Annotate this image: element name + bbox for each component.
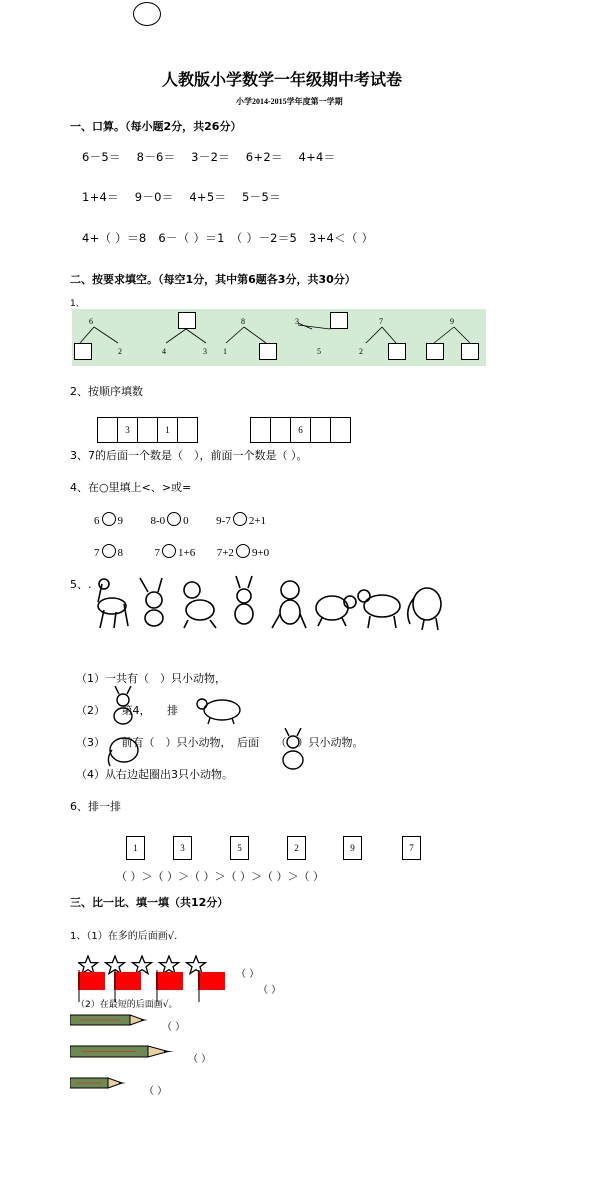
- inline-sheep-icon: [194, 694, 244, 726]
- compare-row-1: 6 9 8-0 0 9-7 2+1: [94, 512, 266, 527]
- seq2-cell[interactable]: [311, 418, 331, 442]
- decomp-6-left-box[interactable]: [426, 343, 444, 360]
- decomp-1-right: 2: [118, 347, 122, 356]
- flag-icon: [198, 970, 225, 1002]
- sort-number-box: 5: [230, 836, 249, 860]
- decomp-1-left-box[interactable]: [74, 343, 92, 360]
- pencil-icon: [70, 1013, 154, 1027]
- seq2-cell[interactable]: [331, 418, 350, 442]
- decomp-1-top: 6: [89, 317, 93, 326]
- decomp-5-right-box[interactable]: [388, 343, 406, 360]
- seq2-cell: 6: [291, 418, 311, 442]
- oral-row-3: 4+（ ）＝8 6－（ ）＝1 （ ）－2＝5 3+4＜（ ）: [82, 231, 374, 245]
- monkey-icon: [272, 581, 306, 628]
- horse-icon: [98, 579, 128, 628]
- decomposition-panel: [72, 309, 486, 366]
- seq1-cell: 1: [158, 418, 178, 442]
- decomp-4-left-box[interactable]: [330, 312, 348, 329]
- q5-item-1: （1）一共有（ ）只小动物，: [76, 672, 226, 685]
- q2-label: 2、按顺序填数: [70, 385, 143, 398]
- q4-label: 4、在○里填上<、>或=: [70, 481, 192, 494]
- sort-number-box: 1: [126, 836, 145, 860]
- decomp-6-top: 9: [450, 317, 454, 326]
- q3-text: 3、7的后面一个数是（ ），前面一个数是（ ）。: [70, 449, 308, 462]
- seq1-cell[interactable]: [138, 418, 158, 442]
- oral-row-2: 1+4＝ 9－0＝ 4+5＝ 5－5＝: [82, 190, 281, 204]
- section1-heading: 一、口算。（每小题2分，共26分）: [70, 120, 242, 133]
- seq2-cell[interactable]: [271, 418, 291, 442]
- decomp-6-right-box[interactable]: [461, 343, 479, 360]
- sort-number-box: 2: [287, 836, 306, 860]
- compare-circle[interactable]: [162, 544, 176, 558]
- seq2-cell[interactable]: [251, 418, 271, 442]
- sort-answer-line[interactable]: （ ）＞（ ）＞（ ）＞（ ）＞（ ）＞（ ）: [116, 870, 324, 883]
- rabbit-icon: [140, 578, 163, 626]
- decomp-5-left: 2: [359, 347, 363, 356]
- animals-row-illustration: [92, 574, 452, 634]
- sheep-icon: [358, 590, 400, 628]
- inline-rabbit-icon: [106, 686, 140, 726]
- sequence-boxes-1[interactable]: [97, 417, 198, 443]
- s3-q1-part1: 1、（1）在多的后面画√.: [70, 931, 178, 942]
- seq1-cell[interactable]: [178, 418, 197, 442]
- s3-q1-part2: （2）在最短的后面画√。: [76, 1000, 178, 1010]
- elephant-icon: [408, 588, 441, 630]
- q5-item-4: （4）从右边起圈出3只小动物。: [76, 768, 233, 781]
- stars-answer[interactable]: （ ）: [236, 969, 260, 980]
- section2-heading: 二、按要求填空。（每空1分，其中第6题各3分，共30分）: [70, 273, 356, 286]
- decomp-3-right-box[interactable]: [259, 343, 277, 360]
- decomp-2-top-box[interactable]: [178, 312, 196, 329]
- compare-circle[interactable]: [102, 544, 116, 558]
- sort-number-box: 9: [343, 836, 362, 860]
- pencil-icon: [70, 1076, 130, 1090]
- sequence-boxes-2[interactable]: [250, 417, 351, 443]
- q1-label: 1、: [70, 299, 85, 309]
- page-subtitle: 小学2014-2015学年度第一学期: [236, 97, 343, 106]
- inline-elephant-icon: [102, 734, 142, 768]
- q6-label: 6、排一排: [70, 800, 121, 813]
- rabbit-icon: [235, 576, 253, 624]
- decomp-3-top: 8: [241, 317, 245, 326]
- seq1-cell: 3: [118, 418, 138, 442]
- q5-item-3: （3） 前有（ ）只小动物， 后面 （ ）只小动物。: [76, 736, 364, 749]
- turtle-icon: [316, 596, 356, 626]
- sort-number-box: 7: [402, 836, 421, 860]
- decomp-4-right: 5: [317, 347, 321, 356]
- decomp-3-left: 1: [223, 347, 227, 356]
- q5-label: 5、.: [70, 578, 92, 591]
- compare-row-2: 7 8 7 1+6 7+2 9+0: [94, 544, 269, 559]
- compare-circle[interactable]: [236, 544, 250, 558]
- compare-circle[interactable]: [233, 512, 247, 526]
- section3-heading: 三、比一比、填一填（共12分）: [70, 896, 229, 909]
- decomp-4-top: 3: [295, 317, 299, 326]
- decomp-2-left: 4: [162, 347, 166, 356]
- decomp-5-top: 7: [379, 317, 383, 326]
- decomposition-lines: [72, 309, 486, 366]
- pencil-2-answer[interactable]: （ ）: [188, 1054, 212, 1065]
- compare-circle[interactable]: [102, 512, 116, 526]
- q5-item-2: （2） 第4， 排: [76, 704, 178, 717]
- circle-mark-icon: [133, 2, 161, 26]
- compare-circle[interactable]: [167, 512, 181, 526]
- pencil-1-answer[interactable]: （ ）: [162, 1022, 186, 1033]
- pencil-3-answer[interactable]: （ ）: [144, 1086, 168, 1097]
- seq1-cell[interactable]: [98, 418, 118, 442]
- page-title: 人教版小学数学一年级期中考试卷: [162, 70, 403, 89]
- sort-number-box: 3: [173, 836, 192, 860]
- flags-answer[interactable]: （ ）: [258, 985, 282, 996]
- inline-rabbit-icon: [276, 728, 310, 772]
- dog-icon: [184, 582, 216, 628]
- oral-row-1: 6－5＝ 8－6＝ 3－2＝ 6+2＝ 4+4＝: [82, 150, 336, 164]
- decomp-2-right: 3: [203, 347, 207, 356]
- pencil-icon: [70, 1044, 180, 1060]
